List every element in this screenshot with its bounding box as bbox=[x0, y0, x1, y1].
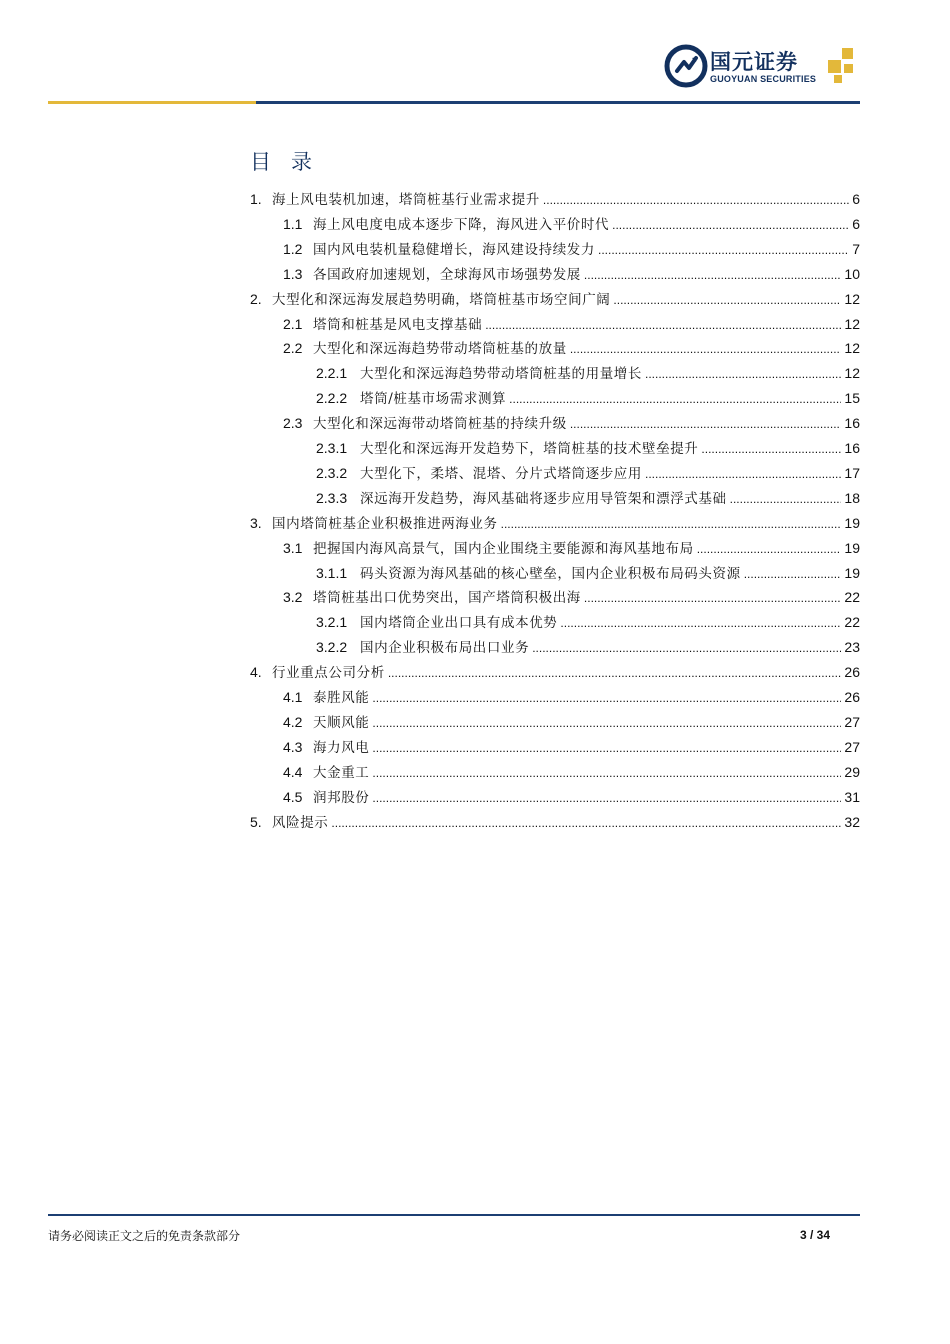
toc-entry-number: 2.3 bbox=[283, 415, 303, 432]
toc-entry[interactable] bbox=[250, 811, 860, 833]
toc-entry-page: 19 bbox=[844, 564, 860, 581]
toc-entry[interactable] bbox=[283, 711, 860, 733]
toc-entry[interactable] bbox=[250, 288, 860, 310]
brand-name-cn: 国元证券 bbox=[710, 50, 798, 74]
toc-entry-page: 12 bbox=[844, 340, 860, 357]
toc-entry-title: 大型化和深远海发展趋势明确，塔筒桩基市场空间广阔 bbox=[272, 291, 611, 308]
toc-entry-title: 大型化和深远海带动塔筒桩基的持续升级 bbox=[313, 416, 567, 433]
toc-leader-dots bbox=[612, 214, 849, 236]
toc-entry[interactable] bbox=[316, 437, 860, 459]
toc-entry-number: 5. bbox=[250, 813, 262, 830]
toc-leader-dots bbox=[372, 712, 841, 734]
toc-entry[interactable] bbox=[316, 462, 860, 484]
toc-entry-title: 国内企业积极布局出口业务 bbox=[360, 640, 530, 657]
toc-leader-dots bbox=[331, 812, 841, 834]
toc-entry-page: 15 bbox=[844, 390, 860, 407]
toc-entry-title: 国内塔筒桩基企业积极推进两海业务 bbox=[272, 515, 498, 532]
toc-leader-dots bbox=[543, 189, 849, 211]
toc-leader-dots bbox=[485, 314, 841, 336]
toc-entry-page: 7 bbox=[852, 240, 860, 257]
toc-entry-number: 1. bbox=[250, 191, 262, 207]
gold-squares-icon bbox=[828, 48, 860, 84]
toc-entry-title: 码头资源为海风基础的核心壁垒，国内企业积极布局码头资源 bbox=[360, 565, 741, 582]
toc-leader-dots bbox=[570, 338, 842, 360]
toc-entry[interactable] bbox=[283, 537, 860, 559]
toc-entry[interactable] bbox=[283, 686, 860, 708]
toc-entry-page: 29 bbox=[844, 763, 860, 780]
toc-entry-number: 2.3.3 bbox=[316, 489, 348, 506]
toc-entry-page: 23 bbox=[844, 639, 860, 656]
toc-leader-dots bbox=[645, 463, 841, 485]
toc-entry-number: 4. bbox=[250, 664, 262, 681]
toc-entry[interactable] bbox=[316, 611, 860, 633]
toc-leader-dots bbox=[509, 388, 841, 410]
brand-logo bbox=[664, 44, 864, 92]
toc-entry[interactable] bbox=[283, 263, 860, 285]
toc-entry-page: 12 bbox=[844, 315, 860, 332]
toc-entry-page: 6 bbox=[852, 191, 860, 207]
toc-entry-page: 26 bbox=[844, 689, 860, 705]
toc-entry[interactable] bbox=[283, 337, 860, 359]
guoyuan-logo-icon bbox=[664, 44, 708, 88]
toc-leader-dots bbox=[372, 787, 841, 809]
toc-entry-page: 22 bbox=[844, 589, 860, 606]
toc-entry-title: 海上风电装机加速，塔筒桩基行业需求提升 bbox=[272, 192, 540, 208]
footer-disclaimer: 请务必阅读正文之后的免责条款部分 bbox=[48, 1229, 241, 1243]
toc-entry[interactable] bbox=[283, 586, 860, 608]
toc-leader-dots bbox=[730, 488, 842, 510]
toc-leader-dots bbox=[501, 513, 842, 535]
toc-entry-page: 10 bbox=[844, 265, 860, 282]
toc-entry-title: 大型化下，柔塔、混塔、分片式塔筒逐步应用 bbox=[360, 465, 642, 482]
toc-entry-number: 3.2.1 bbox=[316, 614, 348, 631]
toc-entry[interactable] bbox=[250, 188, 860, 210]
toc-leader-dots bbox=[744, 563, 842, 585]
toc-entry-title: 塔筒桩基出口优势突出，国产塔筒积极出海 bbox=[313, 590, 581, 607]
toc-leader-dots bbox=[372, 737, 841, 759]
toc-leader-dots bbox=[584, 587, 842, 609]
toc-entry-title: 大型化和深远海趋势带动塔筒桩基的用量增长 bbox=[360, 366, 642, 383]
toc-entry-title: 大金重工 bbox=[313, 764, 370, 781]
toc-entry-page: 12 bbox=[844, 365, 860, 382]
toc-entry[interactable] bbox=[250, 661, 860, 683]
toc-entry-page: 6 bbox=[852, 215, 860, 232]
toc-entry-page: 16 bbox=[844, 415, 860, 432]
toc-entry[interactable] bbox=[283, 412, 860, 434]
toc-entry-page: 19 bbox=[844, 514, 860, 531]
toc-leader-dots bbox=[701, 438, 841, 460]
toc-entry-page: 27 bbox=[844, 738, 860, 755]
toc-entry-page: 26 bbox=[844, 664, 860, 681]
toc-entry-number: 2.1 bbox=[283, 315, 303, 332]
toc-entry-number: 4.1 bbox=[283, 689, 303, 705]
toc-entry[interactable] bbox=[250, 512, 860, 534]
toc-entry-number: 3.1 bbox=[283, 539, 303, 556]
toc-entry-number: 4.4 bbox=[283, 763, 303, 780]
toc-entry[interactable] bbox=[316, 487, 860, 509]
toc-entry-page: 19 bbox=[844, 539, 860, 556]
toc-leader-dots bbox=[570, 413, 842, 435]
toc-entry[interactable] bbox=[316, 636, 860, 658]
toc-entry-number: 4.5 bbox=[283, 788, 303, 805]
toc-leader-dots bbox=[388, 662, 842, 684]
toc-entry-title: 润邦股份 bbox=[313, 789, 370, 806]
toc-entry-number: 2. bbox=[250, 290, 262, 307]
toc-leader-dots bbox=[598, 239, 849, 261]
toc-leader-dots bbox=[372, 762, 841, 784]
page-number: 3 / 34 bbox=[799, 1228, 830, 1242]
header-divider bbox=[48, 101, 860, 104]
toc-entry-number: 3.2 bbox=[283, 589, 303, 606]
toc-entry-title: 海上风电度电成本逐步下降，海风进入平价时代 bbox=[313, 216, 610, 233]
toc-entry-page: 16 bbox=[844, 440, 860, 456]
toc-entry-number: 2.2 bbox=[283, 340, 303, 357]
toc-entry[interactable] bbox=[283, 761, 860, 783]
toc-entry-number: 2.2.2 bbox=[316, 390, 348, 407]
toc-entry-number: 3.2.2 bbox=[316, 639, 348, 656]
toc-entry[interactable] bbox=[316, 562, 860, 584]
toc-entry[interactable] bbox=[283, 786, 860, 808]
toc-entry-number: 4.2 bbox=[283, 713, 303, 730]
toc-entry-title: 各国政府加速规划，全球海风市场强势发展 bbox=[313, 266, 581, 283]
toc-entry-page: 18 bbox=[844, 489, 860, 506]
toc-leader-dots bbox=[613, 289, 841, 311]
toc-leader-dots bbox=[372, 687, 841, 709]
toc-entry[interactable] bbox=[283, 213, 860, 235]
toc-entry[interactable] bbox=[316, 362, 860, 384]
toc-leader-dots bbox=[697, 538, 842, 560]
toc-entry-page: 12 bbox=[844, 290, 860, 307]
toc-entry-number: 4.3 bbox=[283, 738, 303, 755]
toc-entry-number: 2.3.2 bbox=[316, 464, 348, 481]
toc-entry[interactable] bbox=[283, 238, 860, 260]
toc-entry-number: 1.1 bbox=[283, 215, 303, 232]
toc-leader-dots bbox=[532, 637, 841, 659]
toc-title: 目录 bbox=[250, 150, 332, 174]
toc-entry-page: 27 bbox=[844, 713, 860, 730]
toc-entry-page: 17 bbox=[844, 464, 860, 481]
toc-entry-page: 22 bbox=[844, 614, 860, 631]
toc-entry-page: 31 bbox=[844, 788, 860, 805]
toc-entry-number: 1.3 bbox=[283, 265, 303, 282]
toc-entry-title: 大型化和深远海趋势带动塔筒桩基的放量 bbox=[313, 341, 567, 358]
toc-entry[interactable] bbox=[283, 736, 860, 758]
toc-entry-title: 风险提示 bbox=[272, 814, 329, 831]
toc-entry-title: 大型化和深远海开发趋势下，塔筒桩基的技术壁垒提升 bbox=[360, 441, 699, 457]
toc-entry[interactable] bbox=[316, 387, 860, 409]
toc-entry-title: 海力风电 bbox=[313, 739, 370, 756]
toc-entry[interactable] bbox=[283, 313, 860, 335]
toc-entry-number: 2.3.1 bbox=[316, 440, 348, 456]
toc-entry-title: 国内风电装机量稳健增长，海风建设持续发力 bbox=[313, 241, 595, 258]
toc-leader-dots bbox=[645, 363, 841, 385]
toc-leader-dots bbox=[560, 612, 841, 634]
toc-entry-title: 把握国内海风高景气，国内企业围绕主要能源和海风基地布局 bbox=[313, 540, 694, 557]
toc-entry-title: 国内塔筒企业出口具有成本优势 bbox=[360, 615, 558, 632]
toc-entry-title: 塔筒和桩基是风电支撑基础 bbox=[313, 316, 483, 333]
toc-entry-title: 泰胜风能 bbox=[313, 690, 370, 706]
toc-entry-number: 3.1.1 bbox=[316, 564, 348, 581]
toc-leader-dots bbox=[584, 264, 842, 286]
toc-entry-number: 1.2 bbox=[283, 240, 303, 257]
toc-entry-number: 3. bbox=[250, 514, 262, 531]
toc-entry-title: 深远海开发趋势，海风基础将逐步应用导管架和漂浮式基础 bbox=[360, 490, 727, 507]
toc-entry-title: 行业重点公司分析 bbox=[272, 665, 385, 682]
footer-divider bbox=[48, 1214, 860, 1216]
toc-entry-number: 2.2.1 bbox=[316, 365, 348, 382]
brand-name-en: GUOYUAN SECURITIES bbox=[710, 74, 817, 84]
toc-entry-title: 天顺风能 bbox=[313, 714, 370, 731]
toc-entry-title: 塔筒/桩基市场需求测算 bbox=[360, 391, 507, 408]
toc-entry-page: 32 bbox=[844, 813, 860, 830]
